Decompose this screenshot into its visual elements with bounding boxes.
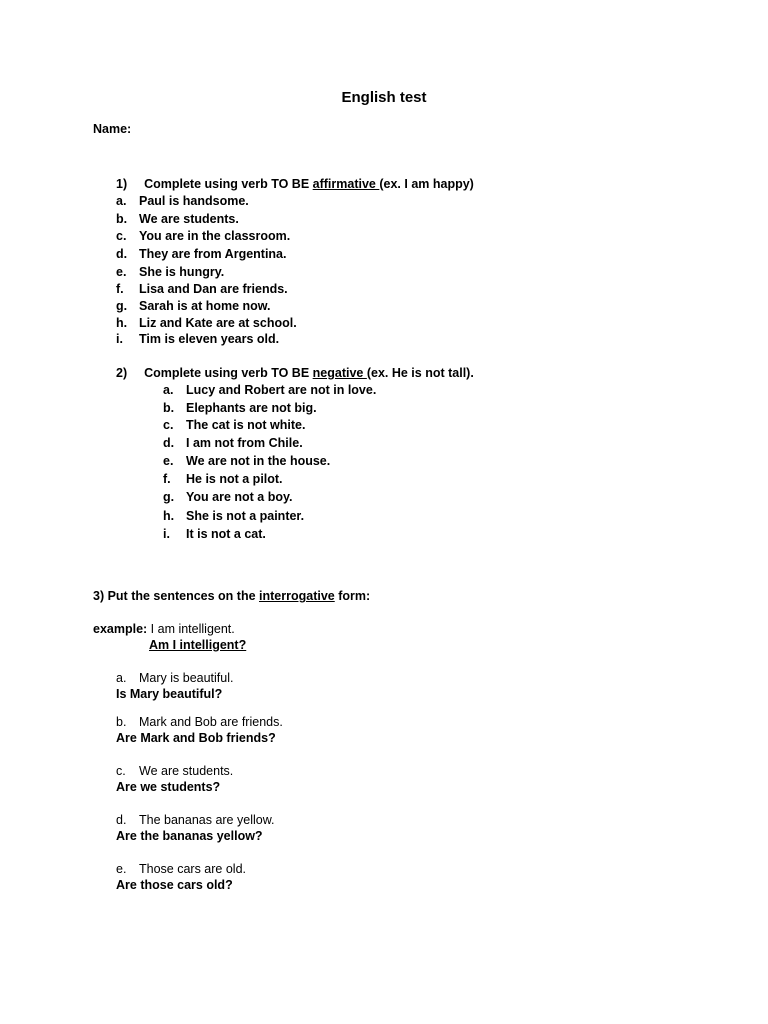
item-letter: e. <box>116 862 127 876</box>
item-text: Elephants are not big. <box>186 401 317 415</box>
example-line <box>93 621 235 637</box>
item-question: Are Mark and Bob friends? <box>116 731 276 745</box>
item-text: We are students. <box>139 212 239 226</box>
item-text: She is not a painter. <box>186 509 305 523</box>
section1-keyword: affirmative <box>312 177 380 191</box>
item-letter: e. <box>116 265 127 279</box>
item-letter: g. <box>163 490 175 504</box>
section3-prefix: 3) Put the sentences on the <box>93 589 260 603</box>
item-text: She is hungry. <box>139 265 225 279</box>
item-letter: b. <box>163 401 175 415</box>
item-text: I am not from Chile. <box>186 436 303 450</box>
section2-suffix: (ex. He is not tall). <box>366 366 474 380</box>
item-letter: c. <box>116 229 127 243</box>
section2-keyword: negative <box>312 366 367 380</box>
item-letter: a. <box>116 194 127 208</box>
example-label: example: <box>93 622 151 636</box>
item-text: Lucy and Robert are not in love. <box>186 383 377 397</box>
item-letter: d. <box>116 247 128 261</box>
item-text: You are not a boy. <box>186 490 293 504</box>
section3-heading <box>93 588 370 604</box>
item-statement: Mary is beautiful. <box>139 671 234 685</box>
item-text: Lisa and Dan are friends. <box>139 282 288 296</box>
item-letter: c. <box>163 418 174 432</box>
section3-suffix: form: <box>334 589 371 603</box>
section2-number: 2) <box>116 366 128 380</box>
item-question: Are we students? <box>116 780 221 794</box>
name-label: Name: <box>93 122 132 136</box>
item-statement: The bananas are yellow. <box>139 813 275 827</box>
item-text: He is not a pilot. <box>186 472 283 486</box>
item-text: They are from Argentina. <box>139 247 287 261</box>
item-text: We are not in the house. <box>186 454 331 468</box>
item-letter: e. <box>163 454 174 468</box>
item-statement: We are students. <box>139 764 234 778</box>
item-text: Tim is eleven years old. <box>139 332 280 346</box>
item-letter: f. <box>163 472 171 486</box>
item-letter: f. <box>116 282 124 296</box>
item-letter: h. <box>116 316 128 330</box>
example-statement: I am intelligent. <box>150 622 235 636</box>
document-title: English test <box>341 89 427 106</box>
item-letter: a. <box>163 383 174 397</box>
item-letter: i. <box>163 527 170 541</box>
item-text: Paul is handsome. <box>139 194 249 208</box>
item-statement: Mark and Bob are friends. <box>139 715 283 729</box>
item-question: Are those cars old? <box>116 878 233 892</box>
item-statement: Those cars are old. <box>139 862 246 876</box>
item-letter: b. <box>116 212 128 226</box>
item-letter: h. <box>163 509 175 523</box>
section1-heading <box>116 176 474 192</box>
item-letter: i. <box>116 332 123 346</box>
item-question: Are the bananas yellow? <box>116 829 263 843</box>
item-letter: d. <box>163 436 175 450</box>
item-question: Is Mary beautiful? <box>116 687 223 701</box>
example-question: Am I intelligent? <box>149 638 247 652</box>
item-text: Sarah is at home now. <box>139 299 271 313</box>
section3-keyword: interrogative <box>259 589 335 603</box>
section1-suffix: (ex. I am happy) <box>379 177 474 191</box>
section2-heading <box>116 365 474 381</box>
item-text: Liz and Kate are at school. <box>139 316 297 330</box>
section1-prefix: Complete using verb TO BE <box>144 177 313 191</box>
item-letter: d. <box>116 813 127 827</box>
item-letter: c. <box>116 764 126 778</box>
section2-prefix: Complete using verb TO BE <box>144 366 313 380</box>
item-text: You are in the classroom. <box>139 229 291 243</box>
item-letter: g. <box>116 299 128 313</box>
section1-number: 1) <box>116 177 128 191</box>
item-letter: b. <box>116 715 127 729</box>
item-text: The cat is not white. <box>186 418 306 432</box>
item-letter: a. <box>116 671 127 685</box>
item-text: It is not a cat. <box>186 527 266 541</box>
